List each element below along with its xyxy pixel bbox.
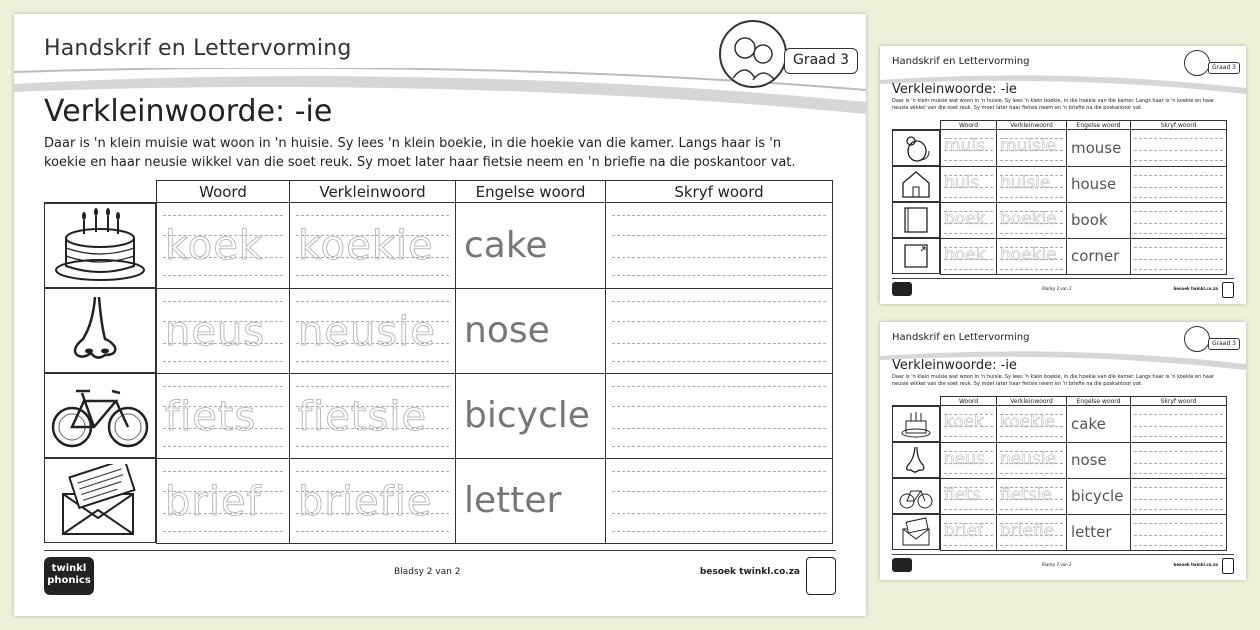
thumb-subtitle: Verkleinwoorde: -ie [892, 358, 1017, 373]
column-header-english: Engelse woord [1067, 121, 1131, 130]
write-word-cell[interactable] [606, 458, 833, 543]
trace-word: brief [165, 478, 262, 525]
worksheet-footer [44, 550, 836, 600]
column-header-word: Woord [941, 397, 997, 406]
trace-diminutive: fietsie [1000, 484, 1052, 505]
thumb-word-table [892, 120, 1227, 275]
thumbnail-page-1[interactable] [880, 46, 1246, 304]
trace-word: muis [944, 136, 985, 156]
page-number: Bladsy 2 van 2 [394, 567, 461, 577]
characters-avatar [1184, 326, 1210, 352]
cake-icon [44, 203, 156, 288]
column-header-write: Skryf woord [606, 181, 833, 203]
trace-word: koek [944, 412, 984, 432]
word-table [44, 180, 833, 544]
quality-badge-icon [1222, 282, 1234, 298]
column-header-diminutive: Verkleinwoord [997, 121, 1067, 130]
column-header-write: Skryf woord [1131, 397, 1227, 406]
table-row [892, 202, 1227, 238]
trace-word-cell[interactable] [157, 373, 290, 458]
nose-icon [892, 442, 940, 478]
trace-diminutive-cell[interactable] [290, 458, 456, 543]
twinkl-phonics-logo [892, 282, 912, 296]
column-header-english: Engelse woord [1067, 397, 1131, 406]
trace-word-cell[interactable] [157, 458, 290, 543]
english-word: mouse [1067, 130, 1131, 167]
english-word: bicycle [456, 373, 606, 458]
bicycle-icon [44, 373, 156, 458]
worksheet-page [14, 14, 866, 616]
table-row [892, 130, 1227, 167]
header-blank [44, 181, 157, 203]
trace-word: koek [165, 223, 263, 269]
trace-word: neus [944, 448, 985, 469]
trace-diminutive: briefie [298, 478, 433, 525]
trace-word-cell[interactable] [157, 288, 290, 373]
english-word: nose [456, 288, 606, 373]
write-word-cell[interactable] [606, 373, 833, 458]
trace-word: boek [944, 208, 986, 229]
mouse-icon [892, 130, 940, 166]
english-word: house [1067, 166, 1131, 202]
thumb-footer [892, 554, 1234, 576]
trace-diminutive: neusie [1000, 448, 1057, 469]
quality-badge-icon [1222, 558, 1234, 574]
thumb-word-table [892, 396, 1227, 551]
trace-diminutive: koekie [1000, 412, 1056, 432]
site-link: besoek twinkl.co.za [1173, 562, 1218, 567]
grade-label: Graad 3 [1208, 338, 1240, 350]
english-word: letter [456, 458, 606, 543]
trace-word: fiets [165, 393, 257, 440]
english-word: book [1067, 202, 1131, 238]
english-word: cake [1067, 406, 1131, 443]
grade-label: Graad 3 [1208, 62, 1240, 74]
thumb-header-title: Handskrif en Lettervorming [892, 332, 1030, 343]
trace-diminutive-cell[interactable] [290, 288, 456, 373]
column-header-word: Woord [941, 121, 997, 130]
trace-diminutive-cell[interactable] [290, 203, 456, 289]
book-icon [892, 202, 940, 238]
trace-word-cell[interactable] [157, 203, 290, 289]
english-word: cake [456, 203, 606, 289]
site-link[interactable]: besoek twinkl.co.za [699, 567, 800, 577]
story-paragraph: Daar is 'n klein muisie wat woon in 'n huisie. Sy lees 'n klein boekie, in die hoekie van die kamer. Langs haar is 'n koekie en haar neusie wikkel van die soet reuk. Sy moet later haar fietsie neem en 'n briefie na die poskantoor vat. [44, 136, 796, 170]
trace-diminutive: neusie [298, 308, 436, 355]
table-row [892, 166, 1227, 202]
trace-word: brief [944, 520, 983, 541]
table-row [892, 406, 1227, 443]
thumb-footer [892, 278, 1234, 300]
characters-avatar [719, 20, 787, 88]
trace-word: fiets [944, 484, 981, 505]
trace-diminutive: muisie [1000, 136, 1057, 156]
worksheet-subtitle: Verkleinwoorde: -ie [44, 94, 333, 129]
table-row [892, 478, 1227, 514]
column-header-word: Woord [157, 181, 290, 203]
trace-diminutive: huisie [1000, 172, 1051, 193]
english-word: bicycle [1067, 478, 1131, 514]
trace-word: neus [165, 308, 266, 355]
table-row [44, 373, 833, 458]
english-word: letter [1067, 514, 1131, 550]
table-row [44, 203, 833, 289]
letter-icon [44, 458, 156, 543]
thumb-subtitle: Verkleinwoorde: -ie [892, 82, 1017, 97]
column-header-diminutive: Verkleinwoord [290, 181, 456, 203]
trace-word: huis [944, 172, 980, 193]
worksheet-header-title: Handskrif en Lettervorming [44, 36, 352, 61]
thumb-paragraph: Daar is 'n klein muisie wat woon in 'n huisie. Sy lees 'n klein boekie, in die hoekie van die kamer. Langs haar is 'n koekie en haar neusie wikkel van die soet reuk. Sy moet later haar fietsie neem en 'n briefie na die poskantoor vat. [892, 374, 1215, 387]
write-word-cell[interactable] [606, 203, 833, 289]
trace-word: hoek [944, 244, 986, 265]
trace-diminutive: koekie [298, 223, 434, 269]
page-number: Bladsy 2 van 2 [1042, 562, 1072, 567]
table-row [44, 288, 833, 373]
table-row [44, 458, 833, 543]
column-header-english: Engelse woord [456, 181, 606, 203]
column-header-write: Skryf woord [1131, 121, 1227, 130]
characters-avatar [1184, 50, 1210, 76]
table-row [892, 514, 1227, 550]
corner-icon [892, 238, 940, 274]
page-number: Bladsy 2 van 2 [1042, 286, 1072, 291]
quality-badge-icon [806, 557, 836, 595]
english-word: nose [1067, 442, 1131, 478]
site-link: besoek twinkl.co.za [1173, 286, 1218, 291]
trace-diminutive: boekie [1000, 208, 1057, 229]
house-icon [892, 166, 940, 202]
bicycle-icon [892, 478, 940, 514]
thumb-paragraph: Daar is 'n klein muisie wat woon in 'n huisie. Sy lees 'n klein boekie, in die hoekie van die kamer. Langs haar is 'n koekie en haar neusie wikkel van die soet reuk. Sy moet later haar fietsie neem en 'n briefie na die poskantoor vat. [892, 98, 1215, 111]
column-header-diminutive: Verkleinwoord [997, 397, 1067, 406]
thumb-header-title: Handskrif en Lettervorming [892, 56, 1030, 67]
twinkl-phonics-logo: twinkl phonics [44, 557, 94, 595]
trace-diminutive: briefie [1000, 520, 1055, 541]
cake-icon [892, 406, 940, 442]
english-word: corner [1067, 238, 1131, 274]
twinkl-phonics-logo [892, 558, 912, 572]
table-row [892, 442, 1227, 478]
trace-diminutive: fietsie [298, 393, 428, 440]
thumbnail-page-2[interactable] [880, 322, 1246, 580]
table-row [892, 238, 1227, 274]
letter-icon [892, 514, 940, 550]
nose-icon [44, 288, 156, 373]
grade-label: Graad 3 [784, 48, 858, 74]
trace-diminutive: hoekie [1000, 244, 1057, 265]
trace-diminutive-cell[interactable] [290, 373, 456, 458]
write-word-cell[interactable] [606, 288, 833, 373]
